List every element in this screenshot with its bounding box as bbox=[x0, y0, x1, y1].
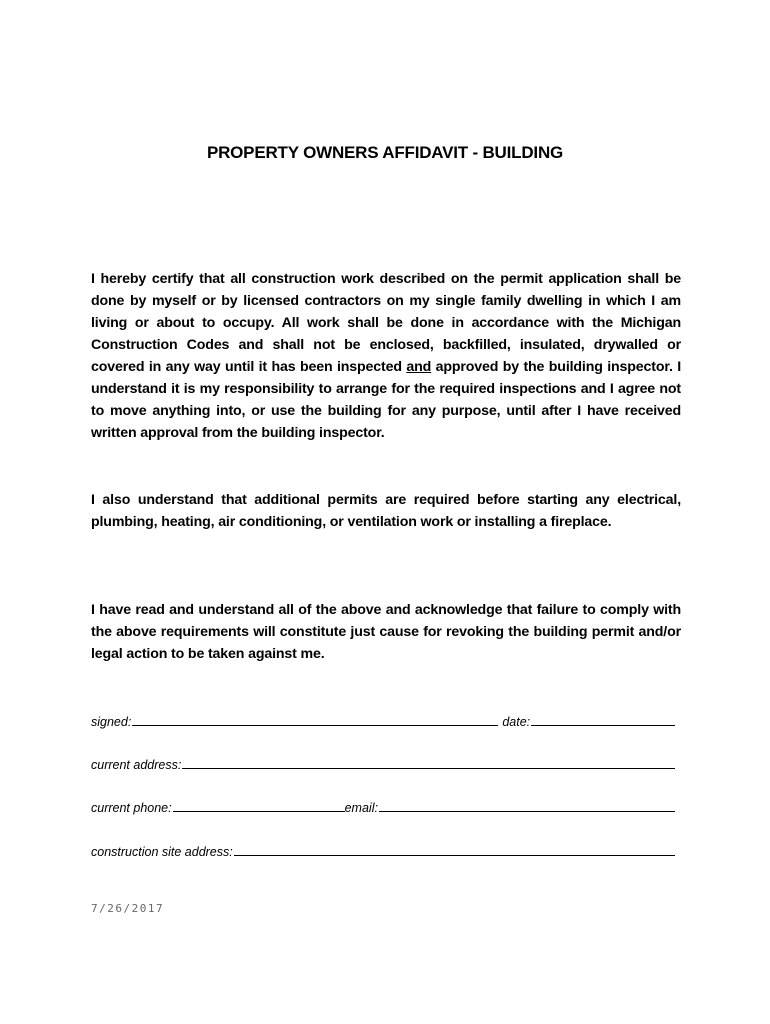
underlined-and: and bbox=[406, 359, 432, 375]
date-label: date: bbox=[502, 715, 531, 729]
email-label: email: bbox=[344, 801, 378, 815]
signed-label: signed: bbox=[91, 715, 132, 729]
current-phone-line[interactable] bbox=[173, 797, 345, 812]
phone-email-row bbox=[91, 795, 675, 815]
acknowledgement-paragraph: I have read and understand all of the above and acknowledge that failure to comply with the above requirements will constitute just cause for revoking the building permit and/or legal action to be taken against me. bbox=[91, 602, 681, 662]
current-phone-label: current phone: bbox=[91, 801, 172, 815]
certification-paragraph bbox=[91, 268, 681, 444]
current-address-label: current address: bbox=[91, 758, 182, 772]
construction-site-address-line[interactable] bbox=[234, 841, 675, 856]
current-address-line[interactable] bbox=[182, 754, 675, 769]
date-line[interactable] bbox=[531, 711, 675, 726]
signature-line[interactable] bbox=[132, 711, 498, 726]
construction-site-row bbox=[91, 839, 675, 859]
document-title: PROPERTY OWNERS AFFIDAVIT - BUILDING bbox=[206, 143, 564, 162]
revision-date: 7/26/2017 bbox=[91, 902, 165, 915]
current-address-row bbox=[91, 752, 675, 772]
construction-site-address-label: construction site address: bbox=[91, 845, 233, 859]
additional-permits-paragraph: I also understand that additional permits are required before starting any electrical, plumbing, heating, air conditioning, or ventilation work or installing a fireplace. bbox=[91, 492, 681, 530]
email-line[interactable] bbox=[379, 797, 675, 812]
signature-row bbox=[91, 709, 675, 729]
certification-text-start: I hereby certify that all construction work described on the permit application shall be done by myself or by licensed contractors on my single family dwelling in which I am living or about to occupy. All work shall be done in accordance with the Michigan Construction Codes and shall not be enclosed, backfilled, insulated, drywalled or covered in any way until it has been inspected bbox=[91, 271, 681, 375]
certification-text-end: approved by the building inspector. I understand it is my responsibility to arrange for the required inspections and I agree not to move anything into, or use the building for any purpose, until after I have received written approval from the building inspector. bbox=[91, 359, 682, 441]
